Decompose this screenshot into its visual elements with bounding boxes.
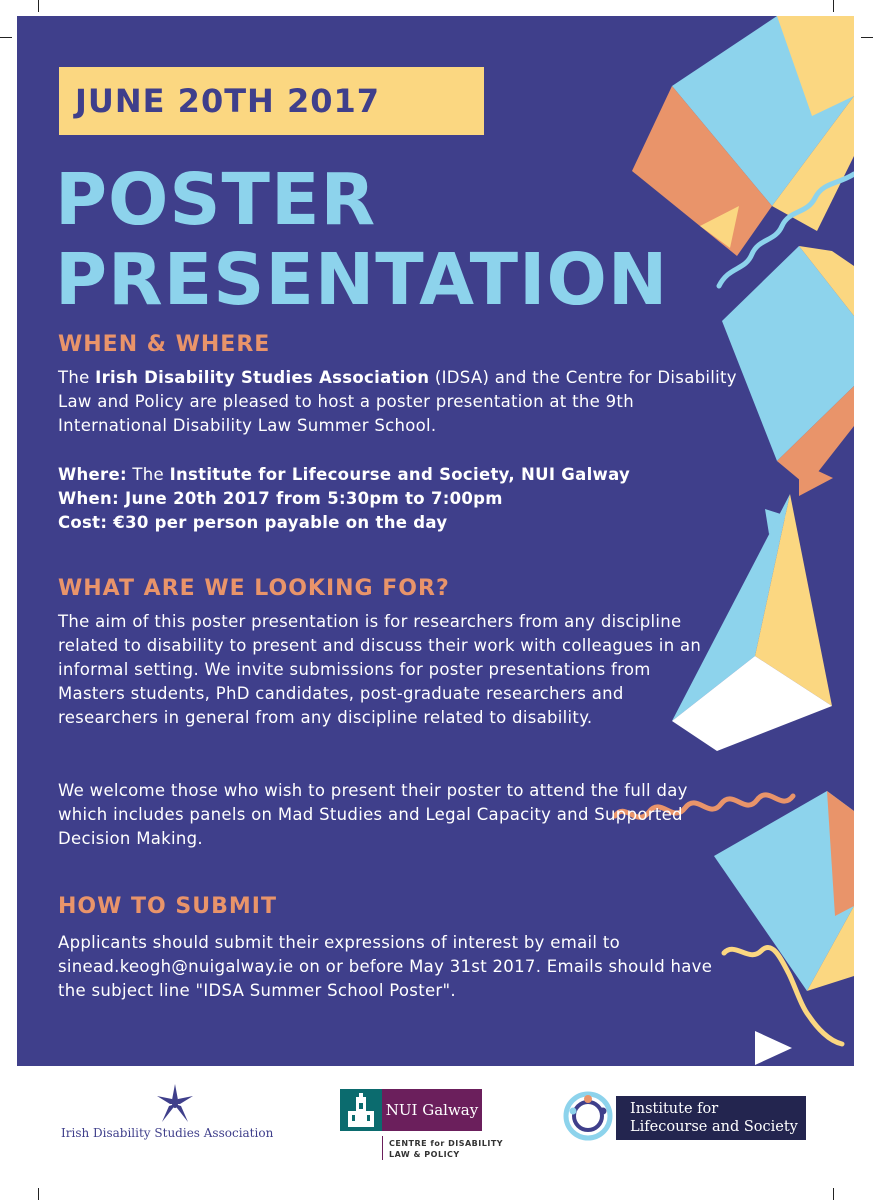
crop-mark xyxy=(861,37,873,38)
ils-emblem xyxy=(561,1089,616,1144)
crop-mark xyxy=(38,0,39,12)
logo-strip xyxy=(17,1072,854,1182)
submit-text: Applicants should submit their expressions of interest by email to sinead.keogh@nuigalway.ie on or before May 31st 2017. Emails should have the subject line "IDSA Summer School Poster". xyxy=(58,933,713,1000)
cdlp-line-2: LAW & POLICY xyxy=(389,1150,460,1159)
nui-crest xyxy=(340,1089,382,1131)
cdlp-logo-text xyxy=(389,1138,503,1160)
looking-for-heading: WHAT ARE WE LOOKING FOR? xyxy=(58,576,450,601)
divider xyxy=(382,1136,383,1160)
event-details xyxy=(58,463,738,535)
title-line-1: POSTER xyxy=(55,158,377,241)
submit-heading: HOW TO SUBMIT xyxy=(58,894,277,919)
where-value: Institute for Lifecourse and Society, NUI Galway xyxy=(169,465,631,484)
ils-people-icon xyxy=(561,1089,616,1144)
page-title xyxy=(55,160,668,320)
intro-org: Irish Disability Studies Association xyxy=(95,368,430,387)
idsa-logo-text: Irish Disability Studies Association xyxy=(61,1126,274,1140)
where-label: Where: xyxy=(58,465,127,484)
cost-line: Cost: €30 per person payable on the day xyxy=(58,513,448,532)
title-line-2: PRESENTATION xyxy=(55,238,669,321)
nui-building-icon xyxy=(340,1089,382,1131)
ils-line-2: Lifecourse and Society xyxy=(630,1119,798,1135)
ils-line-1: Institute for xyxy=(630,1101,719,1117)
intro-post: (IDSA) and the Centre for Disability Law and Policy are pleased to host a poster presentation at the 9th International Disability Law Summer School. xyxy=(58,368,737,435)
intro-pre: The xyxy=(58,368,96,387)
looking-for-p2: We welcome those who wish to present their poster to attend the full day which includes panels on Mad Studies and Legal Capacity and Supported Decision Making. xyxy=(58,781,688,848)
cdlp-line-1: CENTRE for DISABILITY xyxy=(389,1139,504,1148)
ils-logo-text xyxy=(616,1096,806,1140)
crop-mark xyxy=(833,1188,834,1200)
when-line: When: June 20th 2017 from 5:30pm to 7:00pm xyxy=(58,489,503,508)
crop-mark xyxy=(38,1188,39,1200)
date-banner: JUNE 20TH 2017 xyxy=(59,67,484,135)
where-pre: The xyxy=(126,465,170,484)
looking-for-p1: The aim of this poster presentation is for researchers from any discipline related to disability to present and discuss their work with colleagues in an informal setting. We invite submissions for poster presentations from Masters students, PhD candidates, post-graduate researchers and researchers in general from any discipline related to disability. xyxy=(58,612,702,727)
when-where-heading: WHEN & WHERE xyxy=(58,332,271,357)
poster xyxy=(17,16,854,1066)
crop-mark xyxy=(833,0,834,12)
when-where-intro xyxy=(58,366,738,438)
idsa-flower-icon xyxy=(155,1084,195,1126)
crop-mark xyxy=(0,37,12,38)
nui-galway-name: NUI Galway xyxy=(382,1089,482,1131)
